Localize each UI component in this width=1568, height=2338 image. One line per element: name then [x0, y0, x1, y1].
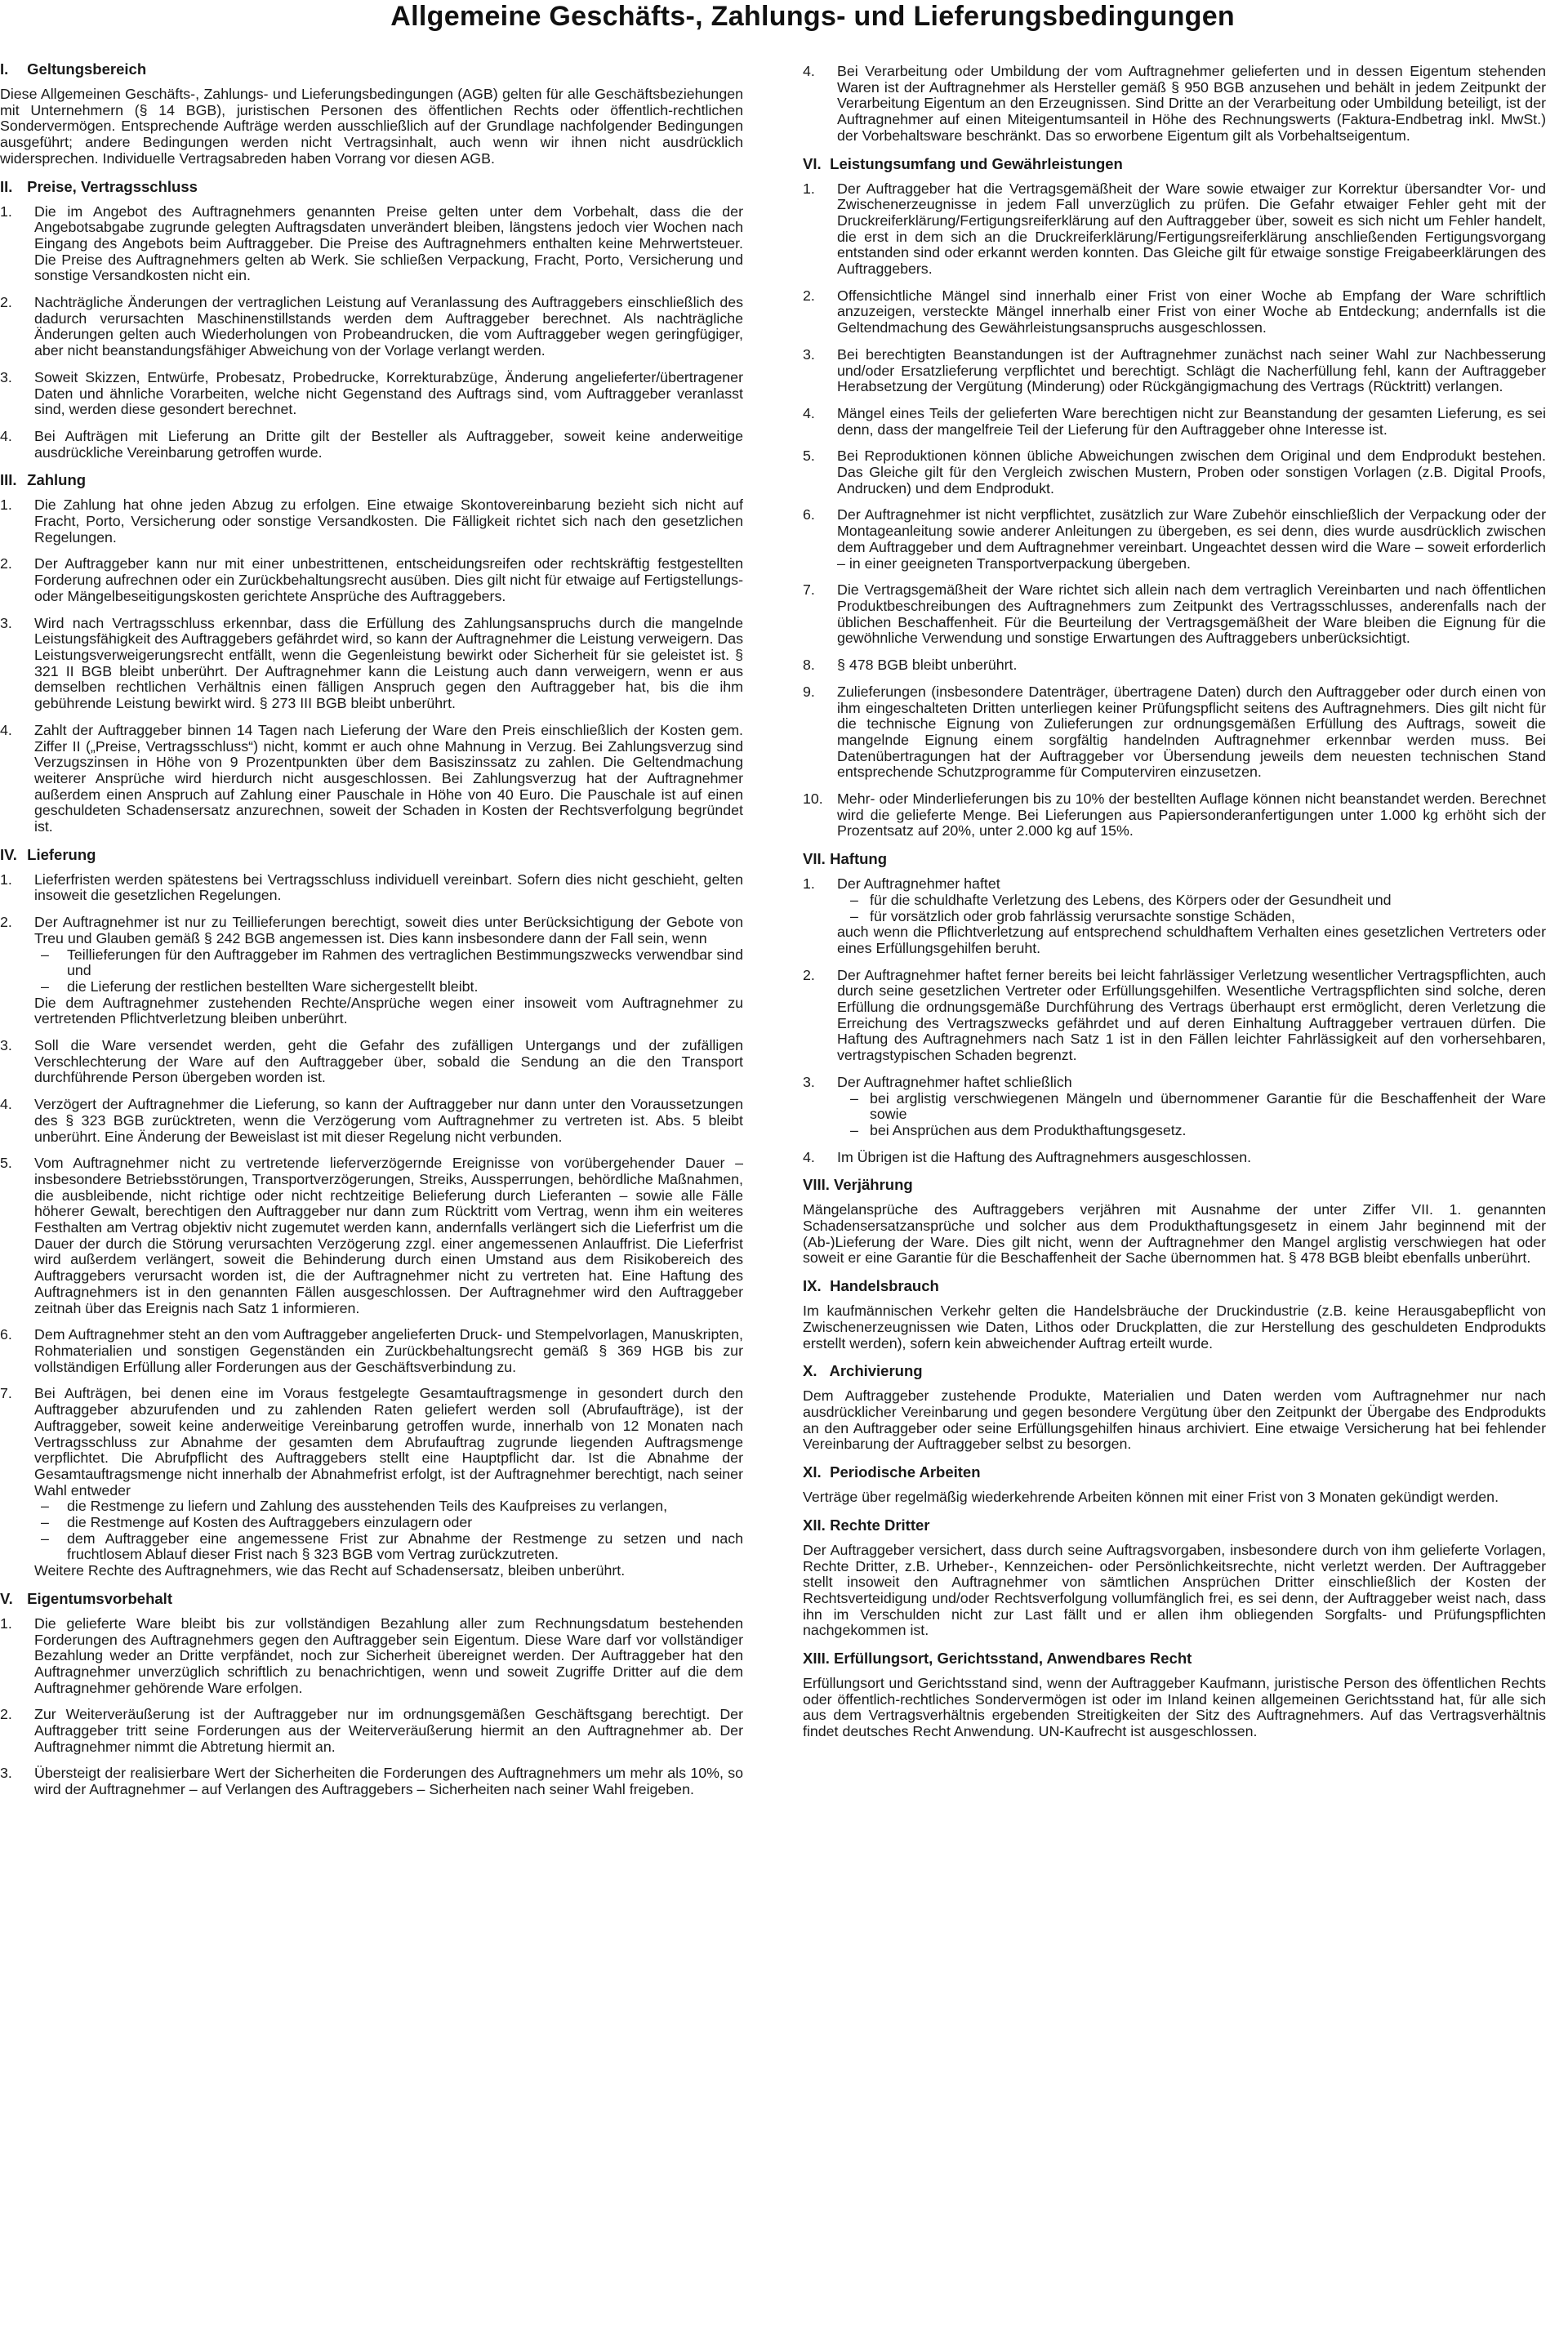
clause-text: Zulieferungen (insbesondere Datenträger, übertragene Daten) durch den Auftraggeber oder durch einen von ihm eingeschalteten Dritten unterliegen keiner Prüfungspflicht seitens des Auftragnehmers. Dies gilt nicht für die technische Eignung von Zulieferungen zur ordnungsgemäßen Erfüllung des Auftrags, soweit die mangelnde Eignung einem sorgfältig handelnden Auftragnehmer erkennbar werden muss. Bei Datenübertragungen hat der Auftraggeber vor Übersendung jeweils dem neuesten technischen Stand entsprechende Schutzprogramme für Computerviren einzusetzen.: [837, 683, 1546, 781]
clause-text: Bei Verarbeitung oder Umbildung der vom Auftragnehmer gelieferten und in dessen Eigentum stehenden Waren ist der Auftragnehmer als Hersteller gemäß § 950 BGB anzusehen und behält in jedem Zeitpunkt der Verarbeitung Eigentum an den Erzeugnissen. Sind Dritte an der Verarbeitung oder Umbildung beteiligt, ist der Auftragnehmer auf einen Miteigentumsanteil in Höhe des Rechnungswerts (Faktura-Endbetrag inkl. MwSt.) der Vorbehaltsware beschränkt. Das so erworbene Eigentum gilt als Vorbehaltseigentum.: [837, 63, 1546, 144]
clause-text: Lieferfristen werden spätestens bei Vertragsschluss individuell vereinbart. Sofern dies nicht geschieht, gelten insoweit die gesetzlichen Regelungen.: [34, 871, 743, 904]
bullet-item: – Teillieferungen für den Auftraggeber im Rahmen des vertraglichen Bestimmungszwecks verwendbar sind und: [34, 947, 743, 979]
clause-text: Der Auftragnehmer haftet: [837, 875, 1000, 893]
clause: [0, 616, 743, 712]
clause-text: Die gelieferte Ware bleibt bis zur vollständigen Bezahlung aller zum Rechnungsdatum bestehenden Forderungen des Auftragnehmers gegen den Auftraggeber sein Eigentum. Diese Ware darf vor vollständiger Bezahlung weder an Dritte verpfändet, noch zur Sicherheit übereignet werden. Der Auftraggeber hat den Auftragnehmer unverzüglich schriftlich zu benachrichtigen, wenn und soweit Zugriffe Dritter auf die dem Auftragnehmer gehörende Ware erfolgen.: [34, 1614, 743, 1696]
clause: [803, 791, 1546, 839]
section-lieferung: [0, 846, 743, 1579]
clause-text: Mängel eines Teils der gelieferten Ware berechtigen nicht zur Beanstandung der gesamten Lieferung, es sei denn, dass der mangelfreie Teil der Lieferung für den Auftraggeber ohne Interesse ist.: [837, 404, 1546, 438]
clause-number: 1.: [803, 875, 815, 893]
clause-number: 3.: [0, 1765, 12, 1782]
section-number: X.: [803, 1362, 817, 1380]
clause: [0, 204, 743, 285]
clause: [803, 448, 1546, 497]
paragraph: Verträge über regelmäßig wiederkehrende Arbeiten können mit einer Frist von 3 Monaten gekündigt werden.: [803, 1489, 1499, 1506]
clause-text: Bei Aufträgen mit Lieferung an Dritte gilt der Besteller als Auftraggeber, soweit keine anderweitige ausdrückliche Vereinbarung getroffen wurde.: [34, 427, 743, 461]
clause-text: § 478 BGB bleibt unberührt.: [837, 657, 1018, 674]
clause-text: Mehr- oder Minderlieferungen bis zu 10% der bestellten Auflage können nicht beanstandet werden. Berechnet wird die gelieferte Menge. Bei Lieferungen aus Papiersonderanfertigungen unter 1.000 kg erhöht sich der Prozentsatz auf 20%, unter 2.000 kg auf 15%.: [837, 790, 1546, 839]
section-zahlung: [0, 471, 743, 835]
clause: [803, 406, 1546, 438]
clause-number: 4.: [803, 404, 815, 421]
bullet-item: – für vorsätzlich oder grob fahrlässig verursachte sonstige Schäden,: [850, 909, 1546, 925]
clause-number: 4.: [803, 63, 815, 79]
section-number: XII.: [803, 1516, 826, 1534]
section-title: Erfüllungsort, Gerichtsstand, Anwendbares Recht: [834, 1650, 1192, 1668]
section-heading: [0, 471, 743, 489]
clause: [0, 295, 743, 359]
clause: [0, 1038, 743, 1086]
section-archivierung: [803, 1362, 1546, 1453]
clause-text: Bei Reproduktionen können übliche Abweichungen zwischen dem Original und dem Endprodukt bestehen. Das Gleiche gilt für den Vergleich zwischen Mustern, Proben oder sonstigen Vorlagen (z.B. Digital Proofs, Andrucken) und dem Endprodukt.: [837, 448, 1546, 497]
clause-text: Weitere Rechte des Auftragnehmers, wie das Recht auf Schadensersatz, bleiben unberührt.: [34, 1562, 626, 1579]
clause-number: 7.: [0, 1385, 12, 1402]
clause: [803, 64, 1546, 145]
bullet-item: – die Restmenge auf Kosten des Auftraggebers einzulagern oder: [34, 1515, 743, 1531]
clause-text: Vom Auftragnehmer nicht zu vertretende lieferverzögernde Ereignisse von vorübergehender Dauer – insbesondere Betriebsstörungen, Transportverzögerungen, Streiks, Aussperrungen, behördliche Maßnahmen, die ausbleibende, nicht richtige oder nicht rechtzeitige Belieferung durch Lieferanten – sowie alle Fälle höherer Gewalt, berechtigen den Auftraggeber nur dann zum Rücktritt vom Vertrag, wenn ihm ein weiteres Festhalten am Vertrag objektiv nicht zugemutet werden kann, andernfalls verlängert sich die Lieferfrist um die Dauer der durch die Störung verursachten Verzögerung zzgl. einer angemessenen Anlauffrist. Die Lieferfrist wird außerdem verlängert, soweit die Behinderung durch einen Umstand aus dem Risikobereich des Auftraggebers verursacht worden ist, die der Auftragnehmer nicht zu vertreten hat. Eine Haftung des Auftragnehmers ist in den genannten Fällen ausgeschlossen. Der Auftragnehmer wird den Auftraggeber zeitnah über das Ereignis nach Satz 1 informieren.: [34, 1155, 743, 1316]
section-title: Leistungsumfang und Gewährleistungen: [830, 154, 1123, 172]
clause-number: 5.: [803, 448, 815, 465]
paragraph: Dem Auftraggeber zustehende Produkte, Materialien und Daten werden vom Auftragnehmer nur nach ausdrücklicher Vereinbarung und gegen besondere Vergütung über den Zeitpunkt der Übergabe des Endprodukts an den Auftraggeber oder seine Erfüllungsgehilfen hinaus archiviert. Eine etwaige Versicherung hat bei fehlender Vereinbarung der Auftraggeber selbst zu besorgen.: [803, 1387, 1546, 1453]
bullet-item: – die Restmenge zu liefern und Zahlung des ausstehenden Teils des Kaufpreises zu verlangen,: [34, 1499, 743, 1515]
clause-text: auch wenn die Pflichtverletzung auf entsprechend schuldhaftem Verhalten eines gesetzlichen Vertreters oder eines Erfüllungsgehilfen beruht.: [837, 924, 1546, 956]
clause-text: Nachträgliche Änderungen der vertraglichen Leistung auf Veranlassung des Auftraggebers einschließlich des dadurch verursachten Maschinenstillstands werden dem Auftraggeber berechnet. Als nachträgliche Änderungen gelten auch Wiederholungen von Probeandrucken, die vom Auftraggeber wegen geringfügiger, aber nicht beanstandungsfähiger Abweichung von der Vorlage verlangt werden.: [34, 294, 743, 359]
clause-number: 3.: [0, 1037, 12, 1054]
clause: [803, 181, 1546, 278]
bullet-item: – für die schuldhafte Verletzung des Lebens, des Körpers oder der Gesundheit und: [850, 893, 1546, 909]
clause: [803, 657, 1546, 674]
clause-text: Zur Weiterveräußerung ist der Auftraggeber nur im ordnungsgemäßen Geschäftsgang berechtigt. Der Auftraggeber tritt seine Forderungen aus der Weiterveräußerung hiermit an den Auftragnehmer ab. Der Auftragnehmer nimmt die Abtretung hiermit an.: [34, 1706, 743, 1755]
clause: [0, 370, 743, 418]
section-rechte-dritter: [803, 1516, 1546, 1639]
paragraph: Diese Allgemeinen Geschäfts-, Zahlungs- und Lieferungsbedingungen (AGB) gelten für alle Geschäftsbeziehungen mit Unternehmern (§ 14 BGB), juristischen Personen des öffentlichen Rechts oder öffentlich-rechtlichen Sondervermögen. Entsprechende Aufträge werden ausschließlich auf der Grundlage nachfolgender Bedingungen ausgeführt; andere Bedingungen werden nicht Vertragsinhalt, auch wenn wir ihnen nicht ausdrücklich widersprechen. Individuelle Vertragsabreden haben Vorrang vor diesen AGB.: [0, 86, 743, 167]
clause: [803, 582, 1546, 647]
section-heading: [0, 1590, 743, 1608]
bullet-list: [850, 893, 1546, 924]
clause-number: 4.: [0, 427, 12, 444]
clause-number: 1.: [0, 871, 12, 888]
clause: [0, 1386, 743, 1579]
clause-number: 5.: [0, 1155, 12, 1172]
section-title: Periodische Arbeiten: [830, 1463, 981, 1481]
clause: [0, 872, 743, 904]
section-title: Verjährung: [834, 1176, 913, 1194]
clause-text: Soweit Skizzen, Entwürfe, Probesatz, Probedrucke, Korrekturabzüge, Änderung angelieferter/übertragener Daten und ähnliche Vorarbeiten, welche nicht Gegenstand des Auftrags sind, vom Auftraggeber veranlasst sind, werden diese gesondert berechnet.: [34, 368, 743, 418]
clause-text: Offensichtliche Mängel sind innerhalb einer Frist von einer Woche ab Empfang der Ware schriftlich anzuzeigen, versteckte Mängel innerhalb einer Frist von einer Woche ab Entdeckung; andernfalls ist die Geltendmachung des Gewährleistungsanspruchs ausgeschlossen.: [837, 287, 1546, 336]
bullet-item: – bei arglistig verschwiegenen Mängeln und übernommener Garantie für die Beschaffenheit der Ware sowie: [850, 1091, 1546, 1123]
clause-number: 9.: [803, 683, 815, 700]
paragraph: Erfüllungsort und Gerichtsstand sind, wenn der Auftraggeber Kaufmann, juristische Person des öffentlichen Rechts oder öffentlich-rechtliches Sondervermögen ist oder im Inland keinen allgemeinen Gerichtsstand hat, für alle sich aus dem Vertragsverhältnis ergebenden Streitigkeiten der Sitz des Auftragnehmers. Auf das Vertragsverhältnis findet deutsches Recht Anwendung. UN-Kaufrecht ist ausgeschlossen.: [803, 1675, 1546, 1740]
section-number: III.: [0, 471, 17, 489]
clause-text: Verzögert der Auftragnehmer die Lieferung, so kann der Auftraggeber nur dann unter den Voraussetzungen des § 323 BGB zurücktreten, wenn die Verzögerung vom Auftragnehmer zu vertreten ist. Abs. 5 bleibt unberührt. Eine Änderung der Beweislast ist mit dieser Regelung nicht verbunden.: [34, 1096, 743, 1145]
section-number: IX.: [803, 1277, 822, 1295]
section-handelsbrauch: [803, 1277, 1546, 1352]
clause-text: Die Zahlung hat ohne jeden Abzug zu erfolgen. Eine etwaige Skontovereinbarung bezieht sich nicht auf Fracht, Porto, Versicherung oder sonstige Versandkosten. Die Fälligkeit richtet sich nach den gesetzlichen Regelungen.: [34, 497, 743, 546]
clause: [0, 497, 743, 546]
clause-text: Bei Aufträgen, bei denen eine im Voraus festgelegte Gesamtauftragsmenge in gesondert durch den Auftraggeber abzurufenden und zu zahlenden Raten geliefert werden soll (Abrufaufträge), ist der Auftraggeber, soweit keine anderweitige Vereinbarung getroffen wurde, innerhalb von 12 Monaten nach Vertragsschluss zur Abnahme der gesamten dem Abrufauftrag zugrunde liegenden Auftragsmenge verpflichtet. Die Abrufpflicht des Auftraggebers stellt eine Hauptpflicht dar. Ist die Abnahme der Gesamtauftragsmenge nicht innerhalb der Abnahmefrist erfolgt, ist der Auftragnehmer berechtigt, nach seiner Wahl entweder: [34, 1385, 743, 1499]
section-title: Archivierung: [829, 1362, 923, 1380]
section-leistungsumfang: [803, 155, 1546, 840]
bullet-list: [34, 1499, 743, 1563]
clause: [0, 556, 743, 604]
bullet-item: – bei Ansprüchen aus dem Produkthaftungsgesetz.: [850, 1123, 1546, 1139]
clause-text: Die Vertragsgemäßheit der Ware richtet sich allein nach dem vertraglich Vereinbarten und nach öffentlichen Produktbeschreibungen des Auftragnehmers zum Zeitpunkt des Vertragsschlusses, anderenfalls nach der üblichen Beschaffenheit. Für die Beurteilung der Vertragsgemäßheit der Ware bleiben die Eignung für die gewöhnliche Verwendung und sonstige Erwartungen des Auftraggebers unberücksichtigt.: [837, 581, 1546, 647]
section-heading: [803, 1516, 1546, 1534]
clause-number: 1.: [0, 1614, 12, 1632]
clause: [803, 288, 1546, 336]
section-heading: [0, 846, 743, 864]
bullet-item: – die Lieferung der restlichen bestellten Ware sichergestellt bleibt.: [34, 979, 743, 995]
section-geltungsbereich: [0, 60, 743, 167]
clause-number: 4.: [0, 721, 12, 738]
bullet-list: [850, 1091, 1546, 1139]
section-heading: [0, 60, 743, 78]
section-number: VIII.: [803, 1176, 830, 1194]
clause-number: 3.: [803, 1073, 815, 1090]
clause: [803, 1150, 1546, 1166]
clause: [803, 1075, 1546, 1139]
clause-text: Wird nach Vertragsschluss erkennbar, dass die Erfüllung des Zahlungsanspruchs durch die mangelnde Leistungsfähigkeit des Auftraggebers gefährdet wird, so kann der Auftragnehmer die Leistung verweigern. Das Leistungsverweigerungsrecht entfällt, wenn die Gegenleistung bewirkt oder Sicherheit für sie geleistet ist. § 321 II BGB bleibt unberührt. Der Auftragnehmer kann die Leistung auch dann verweigern, wenn er aus demselben rechtlichen Verhältnis einen fälligen Anspruch gegen den Auftraggeber hat, bis die ihm gebührende Leistung bewirkt wird. § 273 III BGB bleibt unberührt.: [34, 614, 743, 712]
paragraph: Der Auftraggeber versichert, dass durch seine Auftragsvorgaben, insbesondere durch von ihm gelieferte Vorlagen, Rechte Dritter, z.B. Urheber-, Kennzeichen- oder Persönlichkeitsrechte, nicht verletzt werden. Der Auftraggeber stellt insoweit den Auftragnehmer von sämtlichen Ansprüchen Dritter einschließlich der Kosten der Rechtsverteidigung und/oder Rechtsverfolgung vollumfänglich frei, es sei denn, der Auftraggeber weist nach, dass ihn im Verschulden nicht zur Last fällt und er allen ihm obliegenden Sorgfalts- und Prüfungspflichten nachgekommen ist.: [803, 1541, 1546, 1639]
clause-number: 1.: [803, 180, 815, 197]
clause: [0, 1327, 743, 1375]
section-eigentumsvorbehalt: [0, 1590, 743, 1798]
section-title: Rechte Dritter: [830, 1516, 930, 1534]
clause-number: 4.: [803, 1148, 815, 1165]
clause: [803, 684, 1546, 781]
section-periodische-arbeiten: [803, 1463, 1546, 1506]
clause-text: Der Auftragnehmer haftet schließlich: [837, 1073, 1072, 1090]
clause-text: Der Auftragnehmer ist nur zu Teillieferungen berechtigt, soweit dies unter Berücksichtigung der Gebote von Treu und Glauben gemäß § 242 BGB angemessen ist. Dies kann insbesondere dann der Fall sein, wenn: [34, 914, 743, 946]
section-number: XI.: [803, 1463, 822, 1481]
clause-number: 3.: [803, 345, 815, 363]
clause-text: Die im Angebot des Auftragnehmers genannten Preise gelten unter dem Vorbehalt, dass die der Angebotsabgabe zugrunde gelegten Auftragsdaten unverändert bleiben, längstens jedoch vier Wochen nach Eingang des Angebots beim Auftraggeber. Die Preise des Auftragnehmers enthalten keine Mehrwertsteuer. Die Preise des Auftragnehmers gelten ab Werk. Sie schließen Verpackung, Fracht, Porto, Versicherung und sonstige Versandkosten nicht ein.: [34, 203, 743, 284]
clause: [803, 876, 1546, 957]
clause: [0, 1616, 743, 1697]
clause-text: Der Auftraggeber kann nur mit einer unbestrittenen, entscheidungsreifen oder rechtskräftig festgestellten Forderung aufrechnen oder ein Zurückbehaltungsrecht ausüben. Dies gilt nicht für etwaige auf Fertigstellungs- oder Mängelbeseitigungskosten gerichtete Ansprüche des Auftraggebers.: [34, 555, 743, 604]
section-erfuellungsort: [803, 1650, 1546, 1740]
clause-text: Bei berechtigten Beanstandungen ist der Auftragnehmer zunächst nach seiner Wahl zur Nachbesserung und/oder Ersatzlieferung verpflichtet und berechtigt. Schlägt die Nacherfüllung fehl, kann der Auftraggeber Herabsetzung der Vergütung (Minderung) oder Rückgängigmachung des Vertrags (Rücktritt) verlangen.: [837, 345, 1546, 395]
section-preise: [0, 178, 743, 461]
clause-number: 2.: [803, 966, 815, 983]
section-heading: [803, 155, 1546, 173]
clause-number: 2.: [0, 555, 12, 572]
section-title: Preise, Vertragsschluss: [27, 177, 198, 195]
section-number: I.: [0, 60, 9, 78]
section-title: Geltungsbereich: [27, 60, 147, 78]
clause-number: 1.: [0, 497, 12, 514]
clause-text: Die dem Auftragnehmer zustehenden Rechte/Ansprüche wegen einer insoweit vom Auftragnehmer zu vertretenden Pflichtverletzung bleiben unberührt.: [34, 994, 743, 1027]
section-heading: [803, 1650, 1546, 1668]
section-title: Lieferung: [27, 845, 96, 863]
bullet-list: [34, 947, 743, 995]
section-number: IV.: [0, 845, 17, 863]
paragraph: Im kaufmännischen Verkehr gelten die Handelsbräuche der Druckindustrie (z.B. keine Herausgabepflicht von Zwischenerzeugnissen wie Daten, Lithos oder Druckplatten, die zur Herstellung des geschuldeten Endprodukts erstellt werden), sofern kein abweichender Auftrag erteilt wurde.: [803, 1303, 1546, 1352]
clause-number: 3.: [0, 614, 12, 631]
clause-text: Der Auftraggeber hat die Vertragsgemäßheit der Ware sowie etwaiger zur Korrektur übersandter Vor- und Zwischenerzeugnisse in jedem Fall unverzüglich zu prüfen. Die Gefahr etwaiger Fehler geht mit der Druckreiferklärung/Fertigungsreiferklärung auf den Auftraggeber über, soweit es sich nicht um Fehler handelt, die erst in dem sich an die Druckreiferklärung/Fertigungsreiferklärung anschließenden Fertigungsvorgang entstanden sind oder erkannt werden konnten. Das Gleiche gilt für etwaige sonstige Freigabeerklärungen des Auftraggebers.: [837, 180, 1546, 278]
section-title: Handelsbrauch: [830, 1277, 939, 1295]
clause-number: 4.: [0, 1096, 12, 1113]
clause-text: Zahlt der Auftraggeber binnen 14 Tagen nach Lieferung der Ware den Preis einschließlich der Kosten gem. Ziffer II („Preise, Vertragsschluss“) nicht, kommt er auch ohne Mahnung in Verzug. Bei Zahlungsverzug sind Verzugszinsen in Höhe von 9 Prozentpunkten über dem Basiszinssatz zu zahlen. Die Geltendmachung weiterer Ansprüche wird hierdurch nicht ausgeschlossen. Bei Zahlungsverzug hat der Auftragnehmer außerdem einen Anspruch auf Zahlung einer Pauschale in Höhe von 40 Euro. Die Pauschale ist auf einen geschuldeten Schadensersatz anzurechnen, soweit der Schaden in Kosten der Rechtsverfolgung begründet ist.: [34, 721, 743, 835]
section-verjaehrung: [803, 1176, 1546, 1267]
document-title: Allgemeine Geschäfts-, Zahlungs- und Lieferungsbedingungen: [390, 1, 1235, 32]
section-title: Eigentumsvorbehalt: [27, 1589, 172, 1607]
clause: [0, 1156, 743, 1316]
section-heading: [803, 1277, 1546, 1295]
clause: [803, 968, 1546, 1064]
clause-text: Der Auftragnehmer haftet ferner bereits bei leicht fahrlässiger Verletzung wesentlicher Vertragspflichten, auch durch seine gesetzlichen Vertreter oder Erfüllungsgehilfen. Wesentliche Vertragspflichten sind solche, deren Erfüllung die ordnungsgemäße Durchführung des Vertrags überhaupt erst ermöglicht, deren Verletzung die Erreichung des Vertragszwecks gefährdet und auf deren Einhaltung Auftraggeber vertrauen dürfen. Die Haftung des Auftragnehmers nach Satz 1 ist in den Fällen leichter Fahrlässigkeit auf den vorhersehbaren, vertragstypischen Schaden begrenzt.: [837, 966, 1546, 1064]
clause: [0, 429, 743, 461]
left-column: [0, 60, 743, 1809]
clause-number: 7.: [803, 581, 815, 599]
clause: [0, 1707, 743, 1755]
clause-number: 2.: [0, 294, 12, 311]
clause-text: Der Auftragnehmer ist nicht verpflichtet, zusätzlich zur Ware Zubehör einschließlich der Verpackung oder der Montageanleitung sowie anderer Anleitungen zu übergeben, es sei denn, dies wurde ausdrücklich zwischen dem Auftraggeber und dem Auftragnehmer vereinbart. Ungeachtet dessen wird die Ware – soweit erforderlich – in einer geeigneten Transportverpackung übergeben.: [837, 506, 1546, 572]
clause-text: Im Übrigen ist die Haftung des Auftragnehmers ausgeschlossen.: [837, 1148, 1252, 1165]
section-number: II.: [0, 177, 13, 195]
section-heading: [803, 1176, 1546, 1194]
clause-number: 2.: [0, 1706, 12, 1723]
right-column: [803, 60, 1546, 1751]
paragraph: Mängelansprüche des Auftraggebers verjähren mit Ausnahme der unter Ziffer VII. 1. genannten Schadensersatzansprüche und solcher aus dem Produkthaftungsgesetz in einem Jahr beginnend mit der (Ab-)Lieferung der Ware. Dies gilt nicht, wenn der Auftragnehmer den Mangel arglistig verschwiegen hat oder soweit er eine Garantie für die Beschaffenheit der Sache übernommen hat. § 478 BGB bleibt ebenfalls unberührt.: [803, 1201, 1546, 1267]
section-number: VI.: [803, 154, 822, 172]
clause: [0, 915, 743, 1027]
clause-number: 8.: [803, 657, 815, 674]
clause-number: 6.: [0, 1326, 12, 1343]
section-number: V.: [0, 1589, 13, 1607]
clause-text: Dem Auftragnehmer steht an den vom Auftraggeber angelieferten Druck- und Stempelvorlagen, Manuskripten, Rohmaterialien und sonstigen Gegenständen ein Zurückbehaltungsrecht gemäß § 369 HGB bis zur vollständigen Erfüllung aller Forderungen aus der Geschäftsverbindung zu.: [34, 1326, 743, 1375]
clause-number: 10.: [803, 790, 823, 808]
clause-number: 2.: [0, 914, 12, 931]
section-heading: [0, 178, 743, 196]
clause-number: 1.: [0, 203, 12, 220]
bullet-item: – dem Auftraggeber eine angemessene Frist zur Abnahme der Restmenge zu setzen und nach fruchtlosem Ablauf dieser Frist nach § 323 BGB vom Vertrag zurückzutreten.: [34, 1531, 743, 1563]
section-title: Zahlung: [27, 471, 87, 489]
section-number: XIII.: [803, 1650, 830, 1668]
clause-text: Übersteigt der realisierbare Wert der Sicherheiten die Forderungen des Auftragnehmers um mehr als 10%, so wird der Auftragnehmer – auf Verlangen des Auftraggebers – Sicherheiten nach seiner Wahl freigeben.: [34, 1765, 743, 1798]
clause-text: Soll die Ware versendet werden, geht die Gefahr des zufälligen Untergangs und der zufälligen Verschlechterung der Ware auf den Auftraggeber über, sobald die Sendung an die den Transport durchführende Person übergeben worden ist.: [34, 1037, 743, 1086]
section-number: VII.: [803, 850, 826, 868]
clause-number: 6.: [803, 506, 815, 523]
clause: [803, 507, 1546, 572]
section-heading: [803, 850, 1546, 868]
clause-number: 2.: [803, 287, 815, 304]
section-heading: [803, 1463, 1546, 1481]
section-haftung: [803, 850, 1546, 1165]
clause-number: 3.: [0, 368, 12, 385]
clause: [0, 1766, 743, 1797]
clause: [803, 347, 1546, 395]
section-title: Haftung: [830, 850, 888, 868]
clause: [0, 723, 743, 835]
clause: [0, 1097, 743, 1145]
section-heading: [803, 1362, 1546, 1380]
